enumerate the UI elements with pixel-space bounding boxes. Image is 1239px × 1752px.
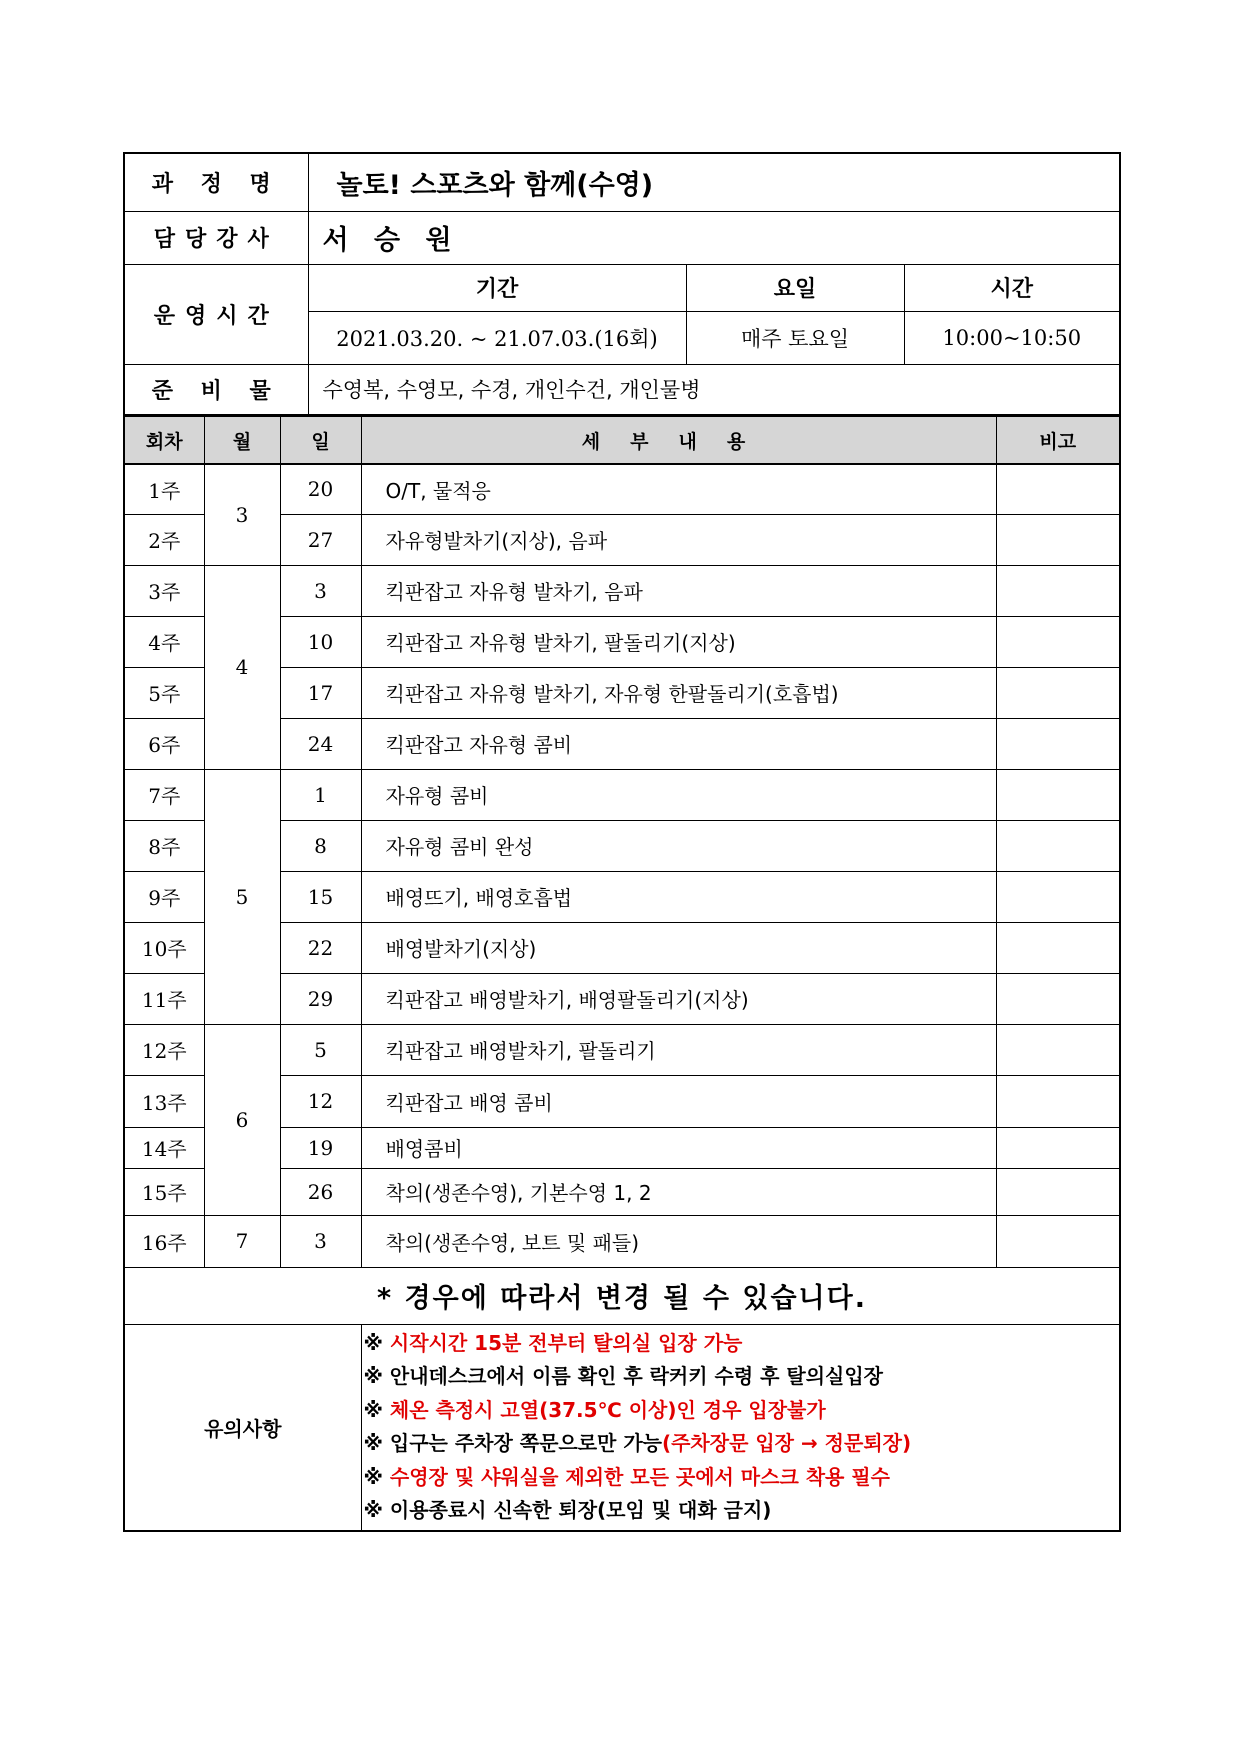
prep-value: 수영복, 수영모, 수경, 개인수건, 개인물병 [308, 364, 1120, 415]
detail-cell: 킥판잡고 자유형 콤비 [361, 718, 996, 769]
notice-text: 입구는 주차장 쪽문으로만 가능 [389, 1431, 662, 1455]
notice-text: 체온 측정시 고열(37.5℃ 이상)인 경우 입장불가 [389, 1397, 826, 1422]
detail-cell: O/T, 물적응 [361, 464, 996, 514]
detail-cell: 자유형발차기(지상), 음파 [361, 514, 996, 565]
notice-label: 유의사항 [124, 1324, 361, 1531]
week-cell: 14주 [124, 1127, 204, 1168]
week-cell: 3주 [124, 565, 204, 616]
schedule-label: 운영시간 [124, 264, 308, 364]
detail-cell: 배영뜨기, 배영호흡법 [361, 871, 996, 922]
remark-cell [996, 1075, 1120, 1127]
week-cell: 12주 [124, 1024, 204, 1075]
month-cell: 4 [204, 565, 280, 769]
remark-cell [996, 871, 1120, 922]
remark-cell [996, 718, 1120, 769]
detail-cell: 배영콤비 [361, 1127, 996, 1168]
month-cell: 3 [204, 464, 280, 565]
remark-cell [996, 820, 1120, 871]
reference-mark: ※ [363, 1431, 390, 1455]
remark-cell [996, 667, 1120, 718]
notice-item [364, 1427, 1120, 1461]
remark-cell [996, 922, 1120, 973]
course-sheet [123, 152, 1119, 1532]
week-cell: 16주 [124, 1215, 204, 1267]
day-cell: 26 [280, 1168, 361, 1215]
reference-mark: ※ [363, 1397, 390, 1422]
day-cell: 27 [280, 514, 361, 565]
month-cell: 7 [204, 1215, 280, 1267]
week-cell: 8주 [124, 820, 204, 871]
day-cell: 1 [280, 769, 361, 820]
week-cell: 5주 [124, 667, 204, 718]
notice-item [364, 1394, 1120, 1428]
day-cell: 12 [280, 1075, 361, 1127]
notice-text: 시작시간 15분 전부터 탈의실 입장 가능 [389, 1330, 743, 1355]
notice-extra: (주차장문 입장 → 정문퇴장) [661, 1431, 912, 1455]
detail-cell: 킥판잡고 자유형 발차기, 음파 [361, 565, 996, 616]
detail-cell: 배영발차기(지상) [361, 922, 996, 973]
week-cell: 15주 [124, 1168, 204, 1215]
change-note: * 경우에 따라서 변경 될 수 있습니다. [124, 1267, 1120, 1324]
notice-item [364, 1461, 1120, 1495]
day-cell: 29 [280, 973, 361, 1024]
month-cell: 5 [204, 769, 280, 1024]
remark-cell [996, 514, 1120, 565]
table-row [124, 769, 1120, 820]
day-cell: 3 [280, 565, 361, 616]
reference-mark: ※ [363, 1498, 390, 1522]
detail-cell: 착의(생존수영), 기본수영 1, 2 [361, 1168, 996, 1215]
remark-cell [996, 464, 1120, 514]
month-cell: 6 [204, 1024, 280, 1215]
week-cell: 4주 [124, 616, 204, 667]
reference-mark: ※ [363, 1330, 390, 1355]
teacher-label: 담당강사 [124, 211, 308, 264]
day-cell: 5 [280, 1024, 361, 1075]
remark-cell [996, 1024, 1120, 1075]
notice-item [364, 1494, 1120, 1528]
detail-cell: 킥판잡고 자유형 발차기, 자유형 한팔돌리기(호흡법) [361, 667, 996, 718]
schedule-body [124, 464, 1120, 1267]
detail-cell: 킥판잡고 자유형 발차기, 팔돌리기(지상) [361, 616, 996, 667]
notice-item [364, 1327, 1120, 1361]
week-cell: 2주 [124, 514, 204, 565]
week-cell: 11주 [124, 973, 204, 1024]
course-title: 놀토! 스포츠와 함께(수영) [308, 153, 1120, 211]
notice-text: 수영장 및 샤워실을 제외한 모든 곳에서 마스크 착용 필수 [389, 1464, 890, 1489]
remark-header: 비고 [996, 417, 1120, 465]
remark-cell [996, 973, 1120, 1024]
day-cell: 22 [280, 922, 361, 973]
detail-cell: 자유형 콤비 완성 [361, 820, 996, 871]
week-cell: 13주 [124, 1075, 204, 1127]
reference-mark: ※ [363, 1364, 390, 1388]
day-cell: 15 [280, 871, 361, 922]
remark-cell [996, 769, 1120, 820]
detail-cell: 킥판잡고 배영발차기, 배영팔돌리기(지상) [361, 973, 996, 1024]
round-header: 회차 [124, 417, 204, 465]
table-row [124, 1215, 1120, 1267]
remark-cell [996, 1168, 1120, 1215]
detail-cell: 자유형 콤비 [361, 769, 996, 820]
table-row [124, 1024, 1120, 1075]
time-header: 시간 [904, 264, 1120, 311]
notice-text: 안내데스크에서 이름 확인 후 락커키 수령 후 탈의실입장 [389, 1364, 884, 1388]
day-cell: 10 [280, 616, 361, 667]
course-info-table [123, 152, 1121, 416]
day-cell: 24 [280, 718, 361, 769]
detail-cell: 킥판잡고 배영 콤비 [361, 1075, 996, 1127]
teacher-name: 서 승 원 [308, 211, 1120, 264]
period-header: 기간 [308, 264, 686, 311]
remark-cell [996, 1127, 1120, 1168]
day-value: 매주 토요일 [686, 311, 904, 364]
detail-cell: 킥판잡고 배영발차기, 팔돌리기 [361, 1024, 996, 1075]
week-cell: 1주 [124, 464, 204, 514]
notice-list [361, 1324, 1120, 1531]
remark-cell [996, 565, 1120, 616]
course-label: 과 정 명 [124, 153, 308, 211]
remark-cell [996, 1215, 1120, 1267]
day-cell: 20 [280, 464, 361, 514]
notice-item [364, 1360, 1120, 1394]
detail-header: 세부내용 [361, 417, 996, 465]
reference-mark: ※ [363, 1464, 390, 1489]
week-cell: 9주 [124, 871, 204, 922]
day-header: 요일 [686, 264, 904, 311]
day-cell: 3 [280, 1215, 361, 1267]
prep-label: 준 비 물 [124, 364, 308, 415]
table-row [124, 565, 1120, 616]
period-value: 2021.03.20. ~ 21.07.03.(16회) [308, 311, 686, 364]
day-cell: 19 [280, 1127, 361, 1168]
day-col-header: 일 [280, 417, 361, 465]
remark-cell [996, 616, 1120, 667]
week-cell: 6주 [124, 718, 204, 769]
day-cell: 8 [280, 820, 361, 871]
week-cell: 7주 [124, 769, 204, 820]
detail-cell: 착의(생존수영, 보트 및 패들) [361, 1215, 996, 1267]
table-row [124, 464, 1120, 514]
time-value: 10:00~10:50 [904, 311, 1120, 364]
schedule-table [123, 416, 1121, 1532]
day-cell: 17 [280, 667, 361, 718]
notice-text: 이용종료시 신속한 퇴장(모임 및 대화 금지) [389, 1498, 772, 1522]
month-header: 월 [204, 417, 280, 465]
week-cell: 10주 [124, 922, 204, 973]
